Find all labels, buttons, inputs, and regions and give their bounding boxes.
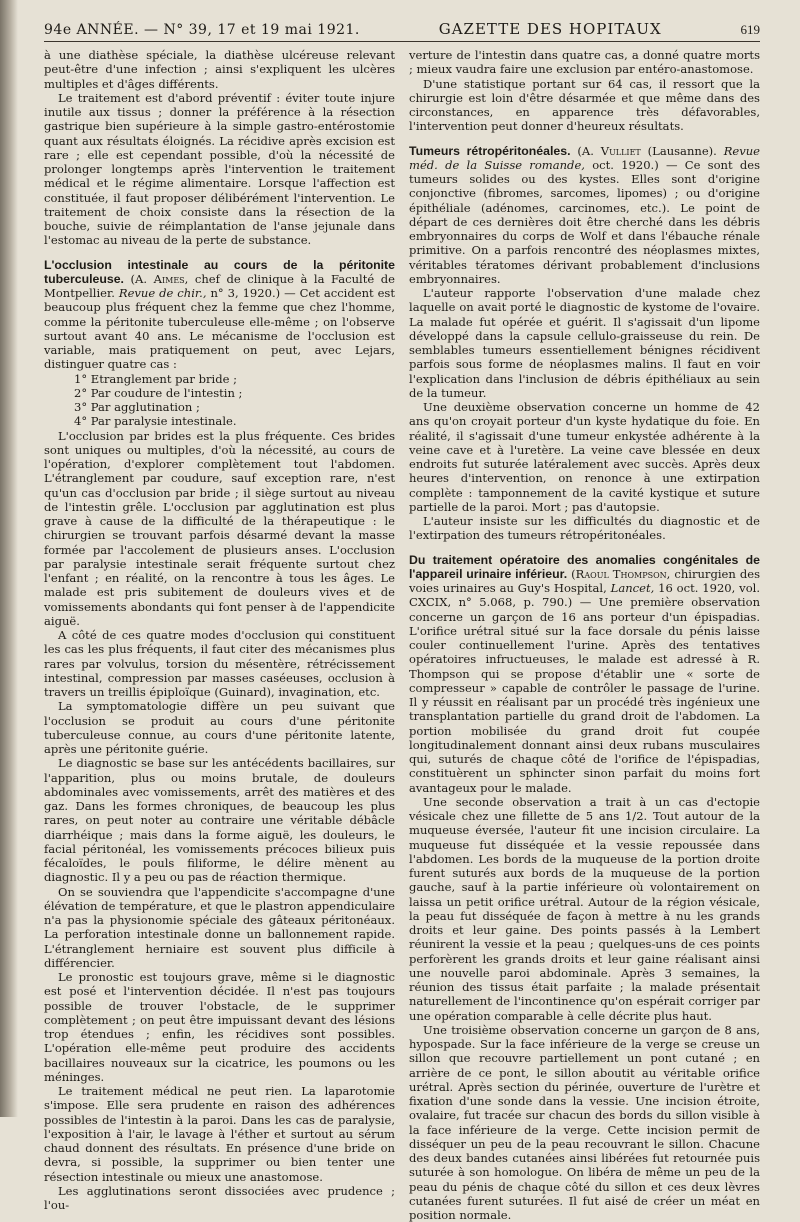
article-title: L'occlusion intestinale au cours de la péritonite tuberculeuse. (44, 257, 395, 286)
paragraph: Le pronostic est toujours grave, même si le diagnostic est posé et l'intervention décidée. Il n'est pas toujours possible de trouver l'obstacle, de le supprimer complètement ; on peut être impuissant devant des lésions trop étendues ; enfin, les récidives sont possibles. L'opération elle-même peut produire des accidents bacillaires nouveaux sur la cicatrice, les poumons ou les méninges. (44, 970, 395, 1084)
paragraph: L'auteur rapporte l'observation d'une malade chez laquelle on avait porté le diagnostic de kystome de l'ovaire. La malade fut opérée et guérit. Il s'agissait d'un lipome développé dans la capsule cellulo-graisseuse du rein. De semblables tumeurs essentiellement bénignes récidivent parfois sous forme de néoplasmes malins. Il faut en voir l'explication dans l'inclusion de débris épithéliaux au sein de la tumeur. (409, 286, 760, 400)
paragraph: Les agglutinations seront dissociées avec prudence ; l'ou- (44, 1183, 395, 1212)
paragraph: D'une statistique portant sur 64 cas, il ressort que la chirurgie est loin d'être désarmée et que même dans des circonstances, en apparence très défavorables, l'intervention peut donner d'heureux résultats. (409, 76, 760, 134)
list-item: 3° Par agglutination ; (74, 400, 200, 414)
source-reference: n° 3, 1920.) (210, 286, 281, 300)
paragraph: A côté de ces quatre modes d'occlusion qui constituent les cas les plus fréquents, il faut citer des mécanismes plus rares par volvulus, torsion du mésentère, rétrécissement intestinal, compression par masses caséeuses, occlusion à travers un treillis épiploïque (Guinard), invagination, etc. (44, 628, 395, 699)
paragraph: L'auteur insiste sur les difficultés du diagnostic et de l'extirpation des tumeurs rétropéritonéales. (409, 514, 760, 543)
paragraph: Une seconde observation a trait à un cas d'ectopie vésicale chez une fillette de 5 ans 1/2. Tout autour de la muqueuse éversée, l'auteur fit une incision circulaire. La muqueuse fut disséquée et la vessie repoussée dans l'abdomen. Les bords de la muqueuse de la portion droite furent suturés aux bords de la muqueuse de la portion gauche, sauf à la partie inférieure où volontairement on laissa un petit orifice urétral. Autour de la région vésicale, la peau fut disséquée de façon à mettre à nu les grands droits et leur gaine. Des points passés à la Lembert réunirent la vessie et la peau ; quelques-uns de ces points perforèrent les grands droits et leur gaine réalisant ainsi une nouvelle paroi abdominale. Après 3 semaines, la réunion des tissus était parfaite ; la malade présentait naturellement de l'incontinence qu'on espérait corriger par une opération comparable à celle décrite plus haut. (409, 794, 760, 1023)
article-title: Tumeurs rétropéritonéales. (409, 143, 571, 158)
author-affiliation: chef de clinique à la Faculté de Montpellier. (44, 271, 396, 300)
article-author: (A. Vulliet (577, 143, 641, 158)
source-journal: Revue de chir., (118, 286, 207, 300)
article-author: (A. Aimes, (130, 271, 189, 286)
paragraph: La symptomatologie diffère un peu suivant que l'occlusion se produit au cours d'une péritonite tuberculeuse connue, au cours d'une péritonite latente, après une péritonite guérie. (44, 699, 395, 756)
page-gutter-shadow (0, 0, 18, 1117)
paragraph: Une troisième observation concerne un garçon de 8 ans, hypospade. Sur la face inférieure de la verge se creuse un sillon que recouvre partiellement un pont cutané ; en arrière de ce pont, le sillon aboutit au véritable orifice urétral. Après section du périnée, ouverture de l'urètre et fixation d'une sonde dans la vessie. Une incision étroite, ovalaire, fut tracée sur chacun des bords du sillon visible à la face inférieure de la verge. Cette incision permit de disséquer un peu de la peau recouvrant le sillon. Chacune des deux bandes cutanées ainsi libérées fut retournée puis suturée à son homologue. On libéra de même un peu de la peau du pénis de chaque côté du sillon et ces deux lèvres cutanées furent suturées. Il fut aisé de créer un méat en position normale. (409, 1022, 760, 1222)
paragraph: Le traitement médical ne peut rien. La laparotomie s'impose. Elle sera prudente en raison des adhérences possibles de l'intestin à la paroi. Dans les cas de paralysie, l'exposition à l'air, le lavage à l'éther et surtout au sérum chaud donnent des résultats. En présence d'une bride on devra, si possible, la supprimer ou bien tenter une résection intestinale ou mieux une anastomose. (44, 1084, 395, 1184)
article-text: — Cet accident est beaucoup plus fréquent chez la femme que chez l'homme, comme la péritonite tuberculeuse elle-même ; on l'observe surtout avant 40 ans. Le mécanisme de l'occlusion est variable, mais pratiquement on peut, avec Lejars, distinguer quatre cas : (44, 286, 395, 372)
right-column (409, 48, 760, 1222)
issue-line: 94e ANNÉE. — N° 39, 17 et 19 mai 1921. (44, 22, 360, 38)
paragraph: Une deuxième observation concerne un homme de 42 ans qu'on croyait porteur d'un kyste hydatique du foie. En réalité, il s'agissait d'une tumeur enkystée adhérente à la veine cave et à l'uretère. La veine cave blessée en deux endroits fut suturée latéralement avec succès. Après deux heures d'intervention, on renonce à une extirpation complète : tamponnement de la cavité kystique et suture partielle de la paroi. Mort ; pas d'autopsie. (409, 400, 760, 514)
source-journal: Lancet, (610, 581, 655, 595)
paragraph: à une diathèse spéciale, la diathèse ulcéreuse relevant peut-être d'une infection ; ainsi s'expliquent les ulcères multiples et d'âges différents. (44, 48, 395, 91)
paragraph: Le traitement est d'abord préventif : éviter toute injure inutile aux tissus ; donner la préférence à la résection gastrique bien supérieure à la simple gastro-entérostomie quant aux résultats éloignés. La récidive après excision est rare ; elle est cependant possible, d'où la nécessité de prolonger longtemps après l'intervention le traitement médical et le régime alimentaire. Lorsque l'affection est constituée, il faut proposer délibérément l'intervention. Le traitement de choix consiste dans la résection de la bouche, suivie de réimplantation de l'anse jejunale dans l'estomac au niveau de la perte de substance. (44, 90, 395, 248)
article-title: Du traitement opératoire des anomalies congénitales de l'appareil urinaire inférieur. (409, 552, 760, 581)
article-columns (44, 48, 760, 1222)
article-text: — Ce sont des tumeurs solides ou des kystes. Elles sont d'origine conjonctive (fibromes, sarcomes, lipomes) ; ou d'origine épithéliale (adénomes, carcinomes, etc.). Le point de départ de ces dernières doit être cherché dans les débris embryonnaires du corps de Wolf et dans l'ébauche rénale primitive. On a parfois rencontré des néoplasmes mixtes, véritables tératomes dérivant probablement d'inclusions embryonnaires. (409, 157, 761, 286)
paragraph: On se souviendra que l'appendicite s'accompagne d'une élévation de température, et que le plastron appendiculaire n'a pas la physionomie spéciale des gâteaux péritonéaux. La perforation intestinale donne un ballonnement rapide. L'étranglement herniaire est souvent plus difficile à différencier. (44, 884, 395, 970)
list-item: 2° Par coudure de l'intestin ; (74, 385, 243, 400)
source-reference: oct. 1920.) (592, 157, 659, 172)
page-number: 619 (740, 22, 760, 37)
list-item: 4° Par paralysie intestinale. (74, 414, 237, 429)
list-item: 1° Etranglement par bride ; (74, 371, 238, 386)
paragraph: L'occlusion par brides est la plus fréquente. Ces brides sont uniques ou multiples, d'où la nécessité, au cours de l'opération, d'explorer complètement tout l'abdomen. L'étranglement par coudure, sauf exception rare, n'est qu'un cas d'occlusion par bride ; il siège surtout au niveau de l'intestin grêle. L'occlusion par agglutination est plus grave à cause de la difficulté de la thérapeutique : le chirurgien se trouvant parfois désarmé devant la masse formée par l'accolement de plusieurs anses. L'occlusion par paralysie intestinale serait fréquente surtout chez l'enfant ; en réalité, on la rencontre à tous les âges. Le malade est pris subitement de douleurs vives et de vomissements abondants qui font penser à de l'appendicite aiguë. (44, 428, 395, 628)
paragraph: verture de l'intestin dans quatre cas, a donné quatre morts ; mieux vaudra faire une exclusion par entéro-anastomose. (409, 48, 760, 77)
left-column (44, 48, 395, 1222)
author-place: (Lausanne). (647, 143, 717, 158)
running-header (44, 12, 760, 42)
paragraph: Le diagnostic se base sur les antécédents bacillaires, sur l'apparition, plus ou moins brutale, de douleurs abdominales avec vomissements, arrêt des matières et des gaz. Dans les formes chroniques, de beaucoup les plus rares, on peut noter au contraire une véritable débâcle diarrhéique ; mais dans la forme aiguë, les douleurs, le facial péritonéal, les vomissements précoces bilieux puis fécaloïdes, le pouls filiforme, le délire mènent au diagnostic. Il y a peu ou pas de réaction thermique. (44, 756, 395, 885)
journal-title: GAZETTE DES HOPITAUX (438, 20, 662, 38)
article-text: — Une première observation concerne un garçon de 16 ans porteur d'un épispadias. L'orifice urétral situé sur la face dorsale du pénis laisse couler continuellement l'urine. Après des tentatives opératoires infructueuses, le malade est adressé à R. Thompson qui se propose d'établir une « sorte de compresseur » capable de contrôler le passage de l'urine. Il y réussit en réalisant par un procédé très ingénieux une transplantation partielle du grand droit de l'abdomen. La portion mobilisée du grand droit fut coupée longitudinalement donnant ainsi deux rubans musculaires qui, suturés de chaque côté de l'orifice de l'épispadias, constituèrent un sphincter sinon parfait du moins fort avantageux pour le malade. (409, 595, 760, 795)
author-affiliation: chirurgien des voies urinaires au Guy's Hospital, (409, 566, 760, 595)
article-author: (Raoul Thompson, (571, 566, 671, 581)
source-journal: Revue méd. de la Suisse romande, (409, 143, 761, 172)
source-reference: 16 oct. 1920, vol. CXCIX, n° 5.068, p. 790.) (409, 581, 761, 610)
